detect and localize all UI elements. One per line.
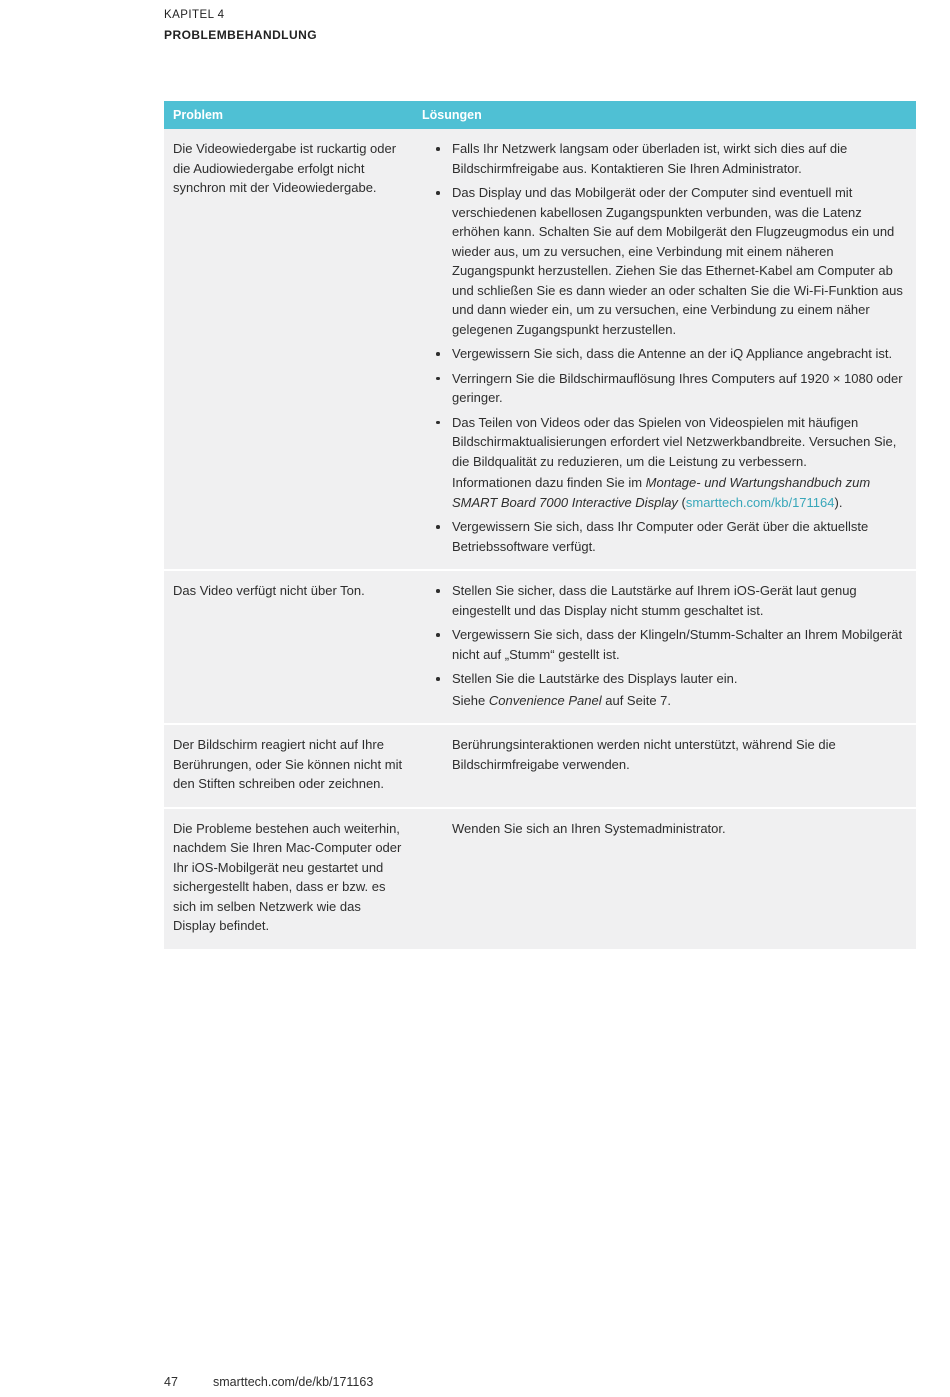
troubleshooting-table xyxy=(164,101,916,949)
table-body xyxy=(164,129,916,949)
solutions-cell xyxy=(413,570,916,724)
text-run: Das Teilen von Videos oder das Spielen von Videospielen mit häufigen Bildschirmaktualisierungen erfordert viel Netzwerkbandbreite. Versuchen Sie, die Bildqualität zu reduzieren, um die Leistung zu verbessern. xyxy=(452,414,897,469)
chapter-title: PROBLEMBEHANDLUNG xyxy=(164,28,317,42)
solution-paragraph xyxy=(452,473,906,512)
solution-paragraph xyxy=(452,517,906,556)
text-run: Vergewissern Sie sich, dass die Antenne an der iQ Appliance angebracht ist. xyxy=(452,346,893,361)
table-row xyxy=(164,570,916,724)
solution-paragraph xyxy=(452,369,906,408)
text-run: auf Seite 7. xyxy=(601,692,672,708)
bullet-icon xyxy=(436,589,440,593)
italic-text: Montage- und Wartungshandbuch zum SMART Board 7000 Interactive Display xyxy=(452,475,871,510)
bullet-icon xyxy=(436,525,440,529)
chapter-label: KAPITEL 4 xyxy=(164,9,225,21)
bullet-icon xyxy=(436,377,440,381)
problem-cell: Das Video verfügt nicht über Ton. xyxy=(164,570,413,724)
solutions-cell xyxy=(413,724,916,808)
solution-text xyxy=(452,735,906,774)
text-run: Informationen dazu finden Sie im xyxy=(452,475,646,490)
solution-bullet-item xyxy=(452,517,906,556)
solution-bullet-item xyxy=(452,625,906,664)
solutions-cell xyxy=(413,808,916,949)
solution-paragraph xyxy=(452,581,906,620)
bullet-icon xyxy=(436,421,440,425)
bullet-icon xyxy=(436,191,440,195)
text-run: ). xyxy=(834,494,843,510)
text-run: Vergewissern Sie sich, dass der Klingeln/Stumm-Schalter an Ihrem Mobilgerät nicht auf „Stumm“ gestellt ist. xyxy=(452,627,903,662)
solution-bullet-item xyxy=(452,344,906,364)
solution-text xyxy=(452,819,906,839)
italic-text: Convenience Panel xyxy=(488,692,602,708)
table-header-row xyxy=(164,101,916,129)
solution-bullet-item xyxy=(452,581,906,620)
bullet-icon xyxy=(436,633,440,637)
column-header-problem: Problem xyxy=(164,101,413,129)
text-run: Berührungsinteraktionen werden nicht unterstützt, während Sie die Bildschirmfreigabe verwenden. xyxy=(452,737,836,772)
solution-paragraph xyxy=(452,183,906,339)
bullet-icon xyxy=(436,677,440,681)
solution-paragraph xyxy=(452,413,906,472)
text-run: Stellen Sie die Lautstärke des Displays lauter ein. xyxy=(452,671,738,686)
doc-link[interactable]: smarttech.com/kb/171164 xyxy=(685,494,835,510)
text-run: Verringern Sie die Bildschirmauflösung Ihres Computers auf 1920 × 1080 oder geringer. xyxy=(452,370,903,405)
solution-paragraph xyxy=(452,735,906,774)
solution-bullet-item xyxy=(452,139,906,178)
page-footer xyxy=(164,1375,373,1389)
problem-cell: Die Probleme bestehen auch weiterhin, nachdem Sie Ihren Mac-Computer oder Ihr iOS-Mobilgerät neu gestartet und sichergestellt haben, dass er bzw. es sich im selben Netzwerk wie das Display befindet. xyxy=(164,808,413,949)
problem-cell: Der Bildschirm reagiert nicht auf Ihre Berührungen, oder Sie können nicht mit den Stiften schreiben oder zeichnen. xyxy=(164,724,413,808)
text-run: Das Display und das Mobilgerät oder der Computer sind eventuell mit verschiedenen kabellosen Zugangspunkten verbunden, was die Latenz erhöhen kann. Schalten Sie auf dem Mobilgerät den Flugzeugmodus ein und wieder aus, um zu versuchen, eine Verbindung mit einem näheren Zugangspunkt herzustellen. Ziehen Sie das Ethernet-Kabel am Computer ab und schließen Sie es dann wieder an oder schalten Sie die Wi-Fi-Funktion aus und dann wieder ein, um zu versuchen, eine Verbindung zu einem näher gelegenen Zugangspunkt herzustellen. xyxy=(452,185,903,337)
solution-paragraph xyxy=(452,139,906,178)
table-row xyxy=(164,808,916,949)
table-row xyxy=(164,129,916,570)
text-run: ( xyxy=(677,494,686,510)
solution-paragraph xyxy=(452,344,906,364)
problem-cell: Die Videowiedergabe ist ruckartig oder die Audiowiedergabe erfolgt nicht synchron mit der Videowiedergabe. xyxy=(164,129,413,570)
solution-paragraph xyxy=(452,691,906,711)
text-run: Wenden Sie sich an Ihren Systemadministrator. xyxy=(452,820,726,836)
page-header xyxy=(164,9,317,42)
bullet-icon xyxy=(436,147,440,151)
solution-bullet-item xyxy=(452,369,906,408)
solution-paragraph xyxy=(452,669,906,689)
solution-paragraph xyxy=(452,625,906,664)
text-run: Siehe xyxy=(452,692,489,708)
table-row xyxy=(164,724,916,808)
solutions-cell xyxy=(413,129,916,570)
column-header-solutions: Lösungen xyxy=(413,101,916,129)
bullet-icon xyxy=(436,352,440,356)
footer-kb-link: smarttech.com/de/kb/171163 xyxy=(213,1375,374,1389)
text-run: Falls Ihr Netzwerk langsam oder überladen ist, wirkt sich dies auf die Bildschirmfreigabe aus. Kontaktieren Sie Ihren Administrator. xyxy=(452,141,848,176)
page-number: 47 xyxy=(164,1375,178,1389)
solution-bullet-item xyxy=(452,183,906,339)
text-run: Vergewissern Sie sich, dass Ihr Computer oder Gerät über die aktuellste Betriebssoftware verfügt. xyxy=(452,519,869,554)
solution-paragraph xyxy=(452,819,906,839)
solution-bullet-item xyxy=(452,669,906,710)
text-run: Stellen Sie sicher, dass die Lautstärke auf Ihrem iOS-Gerät laut genug eingestellt und das Display nicht stumm geschaltet ist. xyxy=(452,583,857,618)
solution-bullet-item xyxy=(452,413,906,513)
